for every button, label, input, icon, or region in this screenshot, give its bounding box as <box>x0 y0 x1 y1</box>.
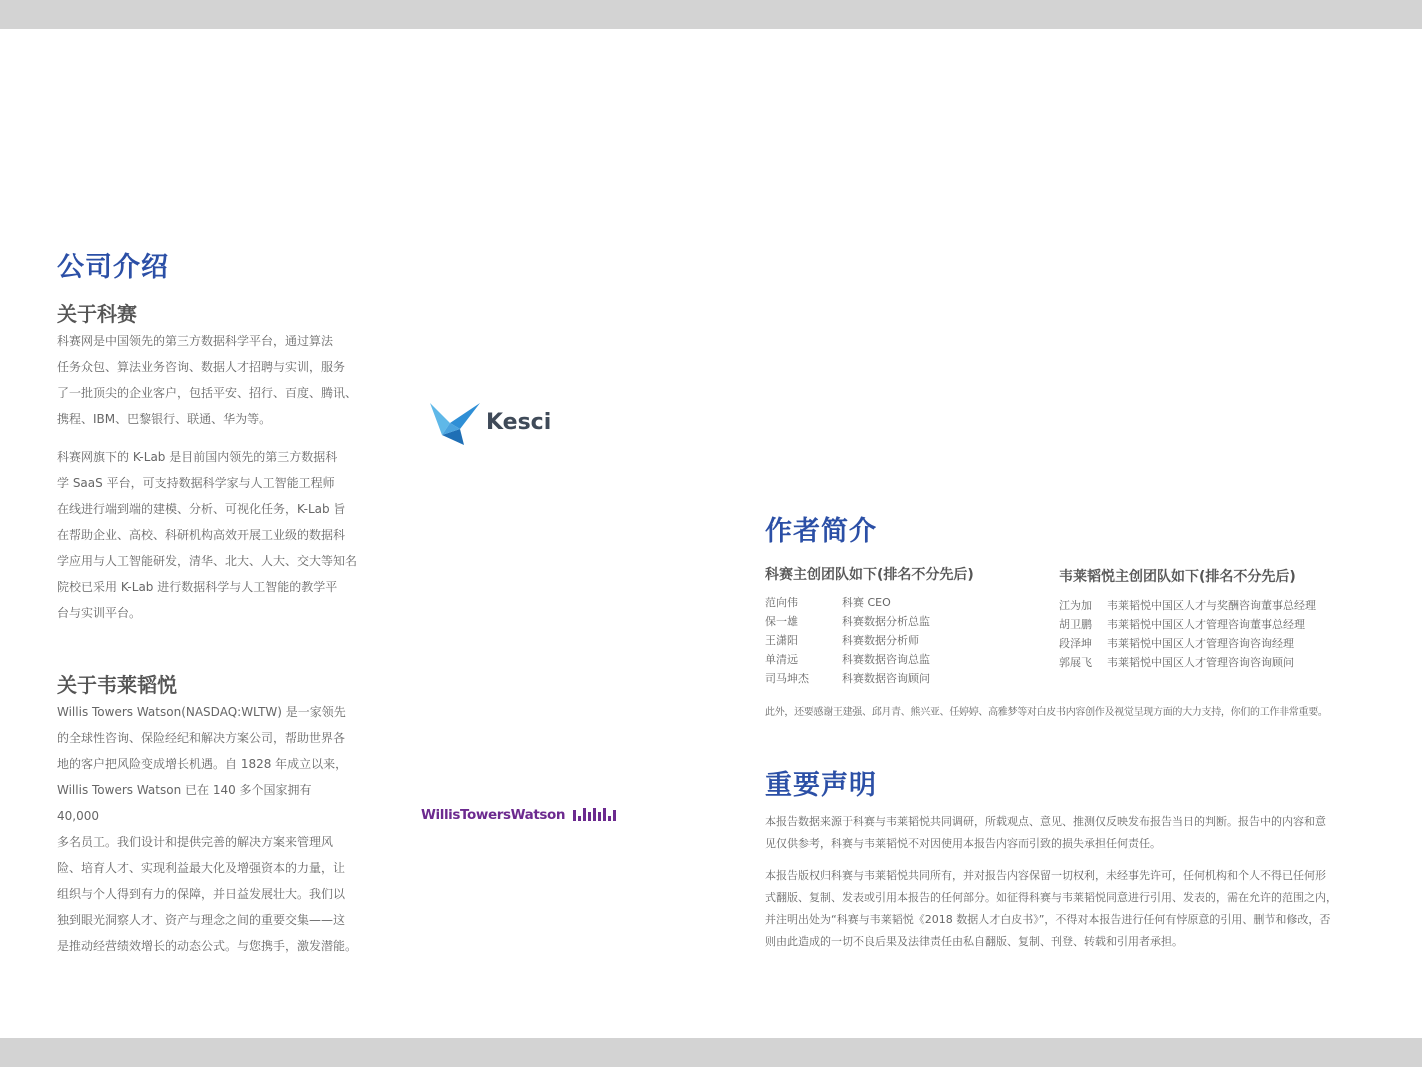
member-name: 胡卫鹏 <box>1059 618 1092 631</box>
about-wtw-heading: 关于韦莱韬悦 <box>57 673 177 697</box>
member-name: 单清远 <box>765 653 798 666</box>
member-role: 科赛数据分析师 <box>842 634 919 647</box>
wtw-team-heading: 韦莱韬悦主创团队如下(排名不分先后) <box>1059 569 1296 585</box>
kesci-bird-icon <box>430 399 482 445</box>
text-line: 学 SaaS 平台，可支持数据科学家与人工智能工程师 <box>57 476 335 490</box>
text-line: 在帮助企业、高校、科研机构高效开展工业级的数据科 <box>57 528 346 542</box>
list-item <box>1059 615 1316 634</box>
text-line: 独到眼光洞察人才、资产与理念之间的重要交集——这 <box>57 913 346 927</box>
text-line: Willis Towers Watson 已在 140 多个国家拥有 40,000 <box>57 783 312 823</box>
text-line: 见仅供参考，科赛与韦莱韬悦不对因使用本报告内容而引致的损失承担任何责任。 <box>765 837 1161 850</box>
list-item <box>765 650 930 669</box>
text-line: 多名员工。我们设计和提供完善的解决方案来管理风 <box>57 835 334 849</box>
member-name: 王潇阳 <box>765 634 798 647</box>
member-name: 段泽坤 <box>1059 637 1092 650</box>
text-line: 科赛网是中国领先的第三方数据科学平台，通过算法 <box>57 334 334 348</box>
list-item <box>765 593 930 612</box>
member-name: 司马坤杰 <box>765 672 809 685</box>
text-line: 险、培育人才、实现利益最大化及增强资本的力量，让 <box>57 861 346 875</box>
thanks-note: 此外，还要感谢王建强、邱月青、熊兴亚、任婷婷、高雅梦等对白皮书内容创作及视觉呈现方面的大力支持，你们的工作非常重要。 <box>765 707 1328 718</box>
member-role: 韦莱韬悦中国区人才管理咨询咨询顾问 <box>1107 656 1294 669</box>
kesci-logo-text: Kesci <box>486 409 552 435</box>
text-line: 任务众包、算法业务咨询、数据人才招聘与实训，服务 <box>57 360 346 374</box>
text-line: 地的客户把风险变成增长机遇。自 1828 年成立以来， <box>57 757 348 771</box>
wtw-logo <box>421 807 623 823</box>
list-item <box>1059 596 1316 615</box>
text-line: 式翻版、复制、发表或引用本报告的任何部分。如征得科赛与韦莱韬悦同意进行引用、发表的，需在允许的范围之内， <box>765 891 1337 904</box>
statement-text <box>765 811 1365 953</box>
text-line: 并注明出处为“科赛与韦莱韬悦《2018 数据人才白皮书》”，不得对本报告进行任何有悖原意的引用、删节和修改，否 <box>765 913 1331 926</box>
member-role: 科赛数据咨询顾问 <box>842 672 930 685</box>
list-item <box>765 669 930 688</box>
company-intro-title: 公司介绍 <box>57 252 169 283</box>
document-page <box>0 29 1422 1038</box>
list-item <box>1059 634 1316 653</box>
wtw-mark-icon <box>573 808 623 822</box>
text-line: 的全球性咨询、保险经纪和解决方案公司，帮助世界各 <box>57 731 346 745</box>
wtw-team-list <box>1059 596 1316 672</box>
list-item <box>1059 653 1316 672</box>
member-name: 郭展飞 <box>1059 656 1092 669</box>
member-role: 韦莱韬悦中国区人才管理咨询咨询经理 <box>1107 637 1294 650</box>
member-role: 科赛数据咨询总监 <box>842 653 930 666</box>
text-line: 是推动经营绩效增长的动态公式。与您携手，激发潜能。 <box>57 939 358 953</box>
text-line: 本报告版权归科赛与韦莱韬悦共同所有，并对报告内容保留一切权利，未经事先许可，任何机构和个人不得已任何形 <box>765 869 1326 882</box>
member-name: 江为加 <box>1059 599 1092 612</box>
text-line: 台与实训平台。 <box>57 606 142 620</box>
text-line: 在线进行端到端的建模、分析、可视化任务，K-Lab 旨 <box>57 502 346 516</box>
text-line: 学应用与人工智能研发，清华、北大、人大、交大等知名 <box>57 554 358 568</box>
member-role: 韦莱韬悦中国区人才管理咨询董事总经理 <box>1107 618 1305 631</box>
list-item <box>765 612 930 631</box>
member-name: 保一雄 <box>765 615 798 628</box>
authors-title: 作者简介 <box>765 516 877 547</box>
about-kesci-text <box>57 328 357 626</box>
wtw-logo-text: WillisTowersWatson <box>421 807 566 823</box>
text-line: 本报告数据来源于科赛与韦莱韬悦共同调研，所载观点、意见、推测仅反映发布报告当日的判断。报告中的内容和意 <box>765 815 1326 828</box>
kesci-logo <box>430 399 551 445</box>
text-line: 院校已采用 K-Lab 进行数据科学与人工智能的教学平 <box>57 580 338 594</box>
member-role: 韦莱韬悦中国区人才与奖酬咨询董事总经理 <box>1107 599 1316 612</box>
kesci-team-heading: 科赛主创团队如下(排名不分先后) <box>765 567 974 583</box>
text-line: Willis Towers Watson(NASDAQ:WLTW) 是一家领先 <box>57 705 346 719</box>
text-line: 携程、IBM、巴黎银行、联通、华为等。 <box>57 412 272 426</box>
list-item <box>765 631 930 650</box>
member-role: 科赛数据分析总监 <box>842 615 930 628</box>
text-line: 科赛网旗下的 K-Lab 是目前国内领先的第三方数据科 <box>57 450 338 464</box>
text-line: 组织与个人得到有力的保障，并日益发展壮大。我们以 <box>57 887 346 901</box>
text-line: 则由此造成的一切不良后果及法律责任由私自翻版、复制、刊登、转载和引用者承担。 <box>765 935 1183 948</box>
about-wtw-text <box>57 699 357 959</box>
text-line: 了一批顶尖的企业客户，包括平安、招行、百度、腾讯、 <box>57 386 358 400</box>
member-name: 范向伟 <box>765 596 798 609</box>
member-role: 科赛 CEO <box>842 596 891 609</box>
statement-title: 重要声明 <box>765 770 877 801</box>
kesci-team-list <box>765 593 930 688</box>
about-kesci-heading: 关于科赛 <box>57 302 137 326</box>
